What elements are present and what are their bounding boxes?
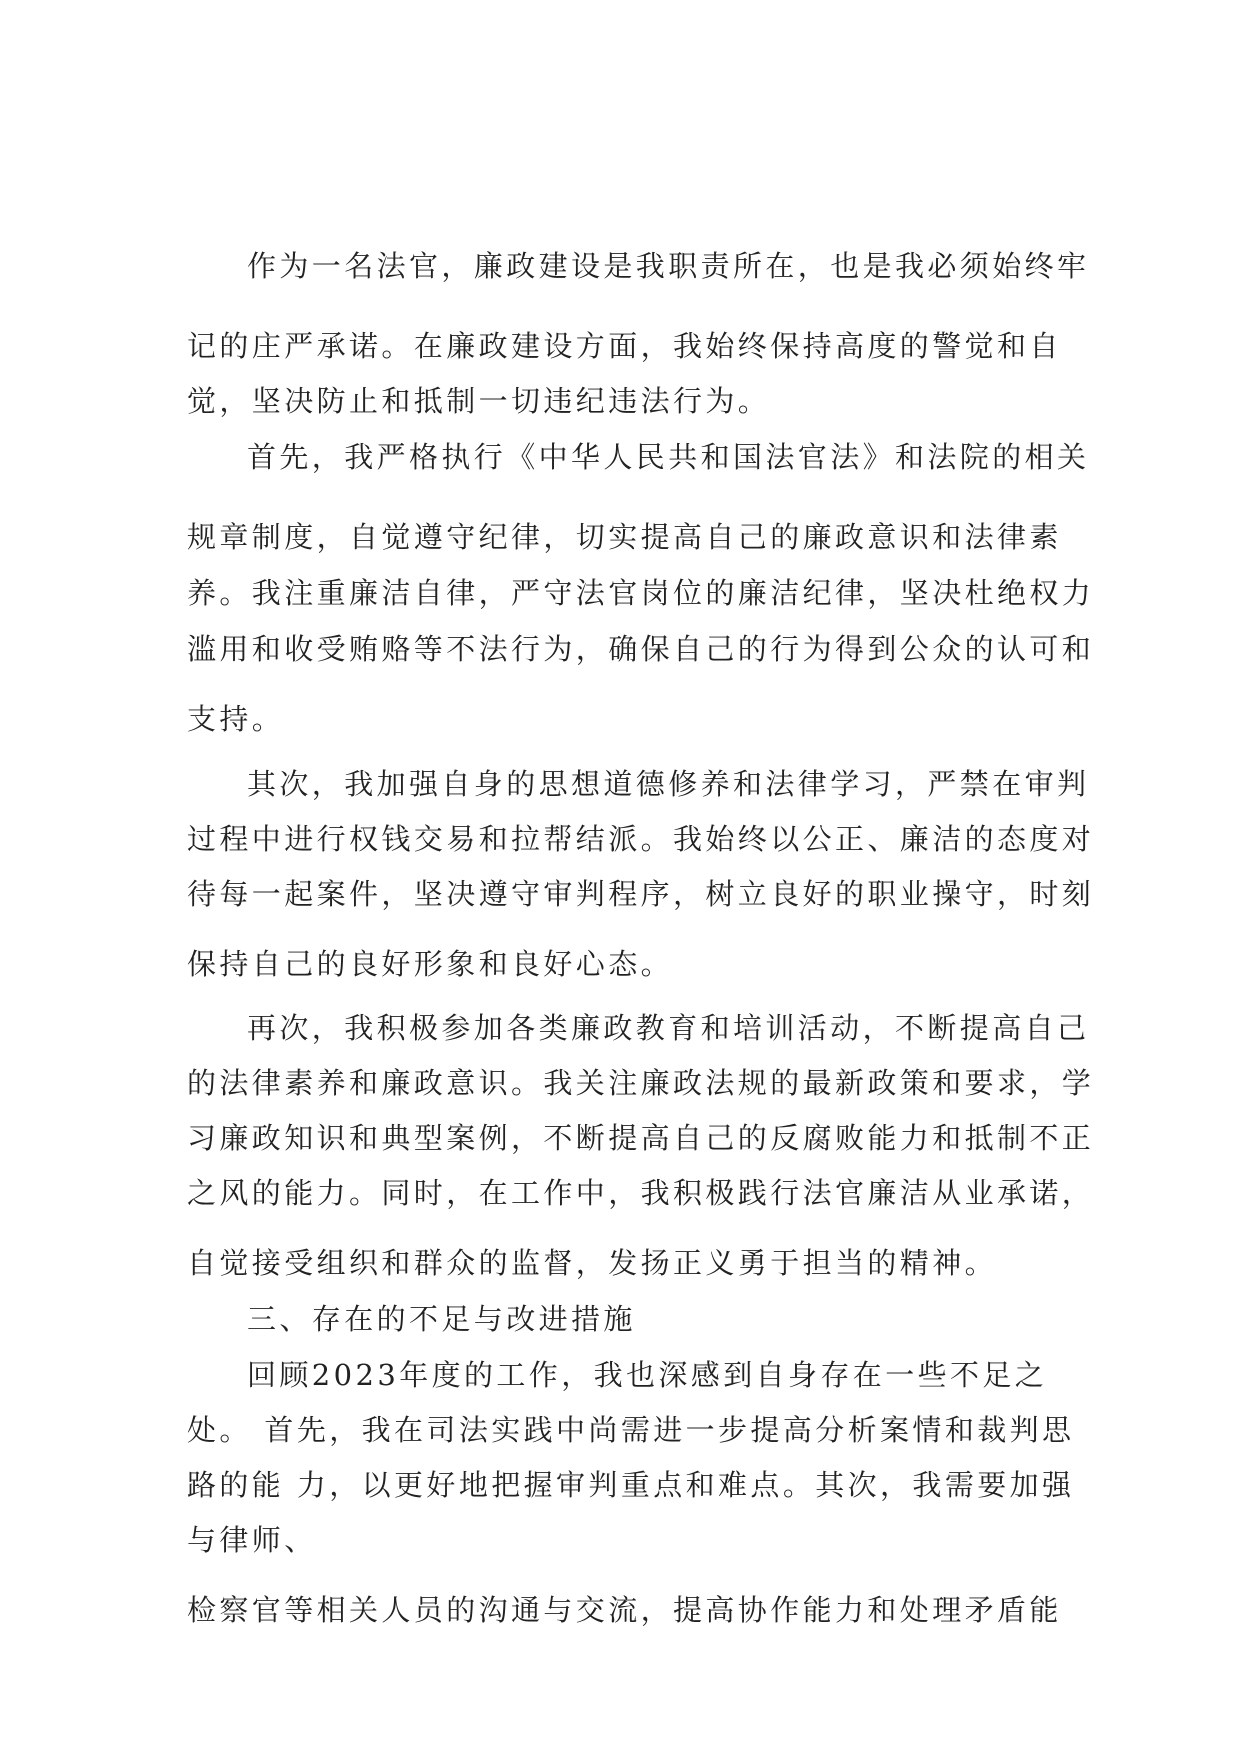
- text-line: 作为一名法官，廉政建设是我职责所在，也是我必须始终牢: [247, 249, 1090, 283]
- text-line: 的法律素养和廉政意识。我关注廉政法规的最新政策和要求，学: [187, 1066, 1095, 1100]
- text-line: 与律师、: [187, 1523, 317, 1557]
- text-line: 回顾2023年度的工作，我也深感到自身存在一些不足之: [247, 1358, 1048, 1392]
- text-line: 待每一起案件，坚决遵守审判程序，树立良好的职业操守，时刻: [187, 877, 1095, 911]
- text-line: 觉，坚决防止和抵制一切违纪违法行为。: [187, 384, 771, 418]
- text-line: 保持自己的良好形象和良好心态。: [187, 947, 674, 981]
- text-line: 其次，我加强自身的思想道德修养和法律学习，严禁在审判: [247, 767, 1090, 801]
- section-heading: 三、存在的不足与改进措施: [247, 1302, 636, 1336]
- text-line: 之风的能力。同时，在工作中，我积极践行法官廉洁从业承诺，: [187, 1176, 1095, 1210]
- text-line: 习廉政知识和典型案例，不断提高自己的反腐败能力和抵制不正: [187, 1121, 1095, 1155]
- text-line: 支持。: [187, 702, 285, 736]
- text-line: 自觉接受组织和群众的监督，发扬正义勇于担当的精神。: [187, 1246, 998, 1280]
- text-line: 规章制度，自觉遵守纪律，切实提高自己的廉政意识和法律素: [187, 520, 1062, 554]
- text-line: 记的庄严承诺。在廉政建设方面，我始终保持高度的警觉和自: [187, 329, 1062, 363]
- text-line: 养。我注重廉洁自律，严守法官岗位的廉洁纪律，坚决杜绝权力: [187, 576, 1095, 610]
- text-line: 检察官等相关人员的沟通与交流，提高协作能力和处理矛盾能: [187, 1593, 1062, 1627]
- text-line: 再次，我积极参加各类廉政教育和培训活动，不断提高自己: [247, 1011, 1090, 1045]
- text-line: 处。 首先，我在司法实践中尚需进一步提高分析案情和裁判思: [187, 1413, 1075, 1447]
- text-line: 路的能 力，以更好地把握审判重点和难点。其次，我需要加强: [187, 1468, 1075, 1502]
- text-line: 首先，我严格执行《中华人民共和国法官法》和法院的相关: [247, 440, 1090, 474]
- text-line: 过程中进行权钱交易和拉帮结派。我始终以公正、廉洁的态度对: [187, 822, 1095, 856]
- text-line: 滥用和收受贿赂等不法行为，确保自己的行为得到公众的认可和: [187, 632, 1095, 666]
